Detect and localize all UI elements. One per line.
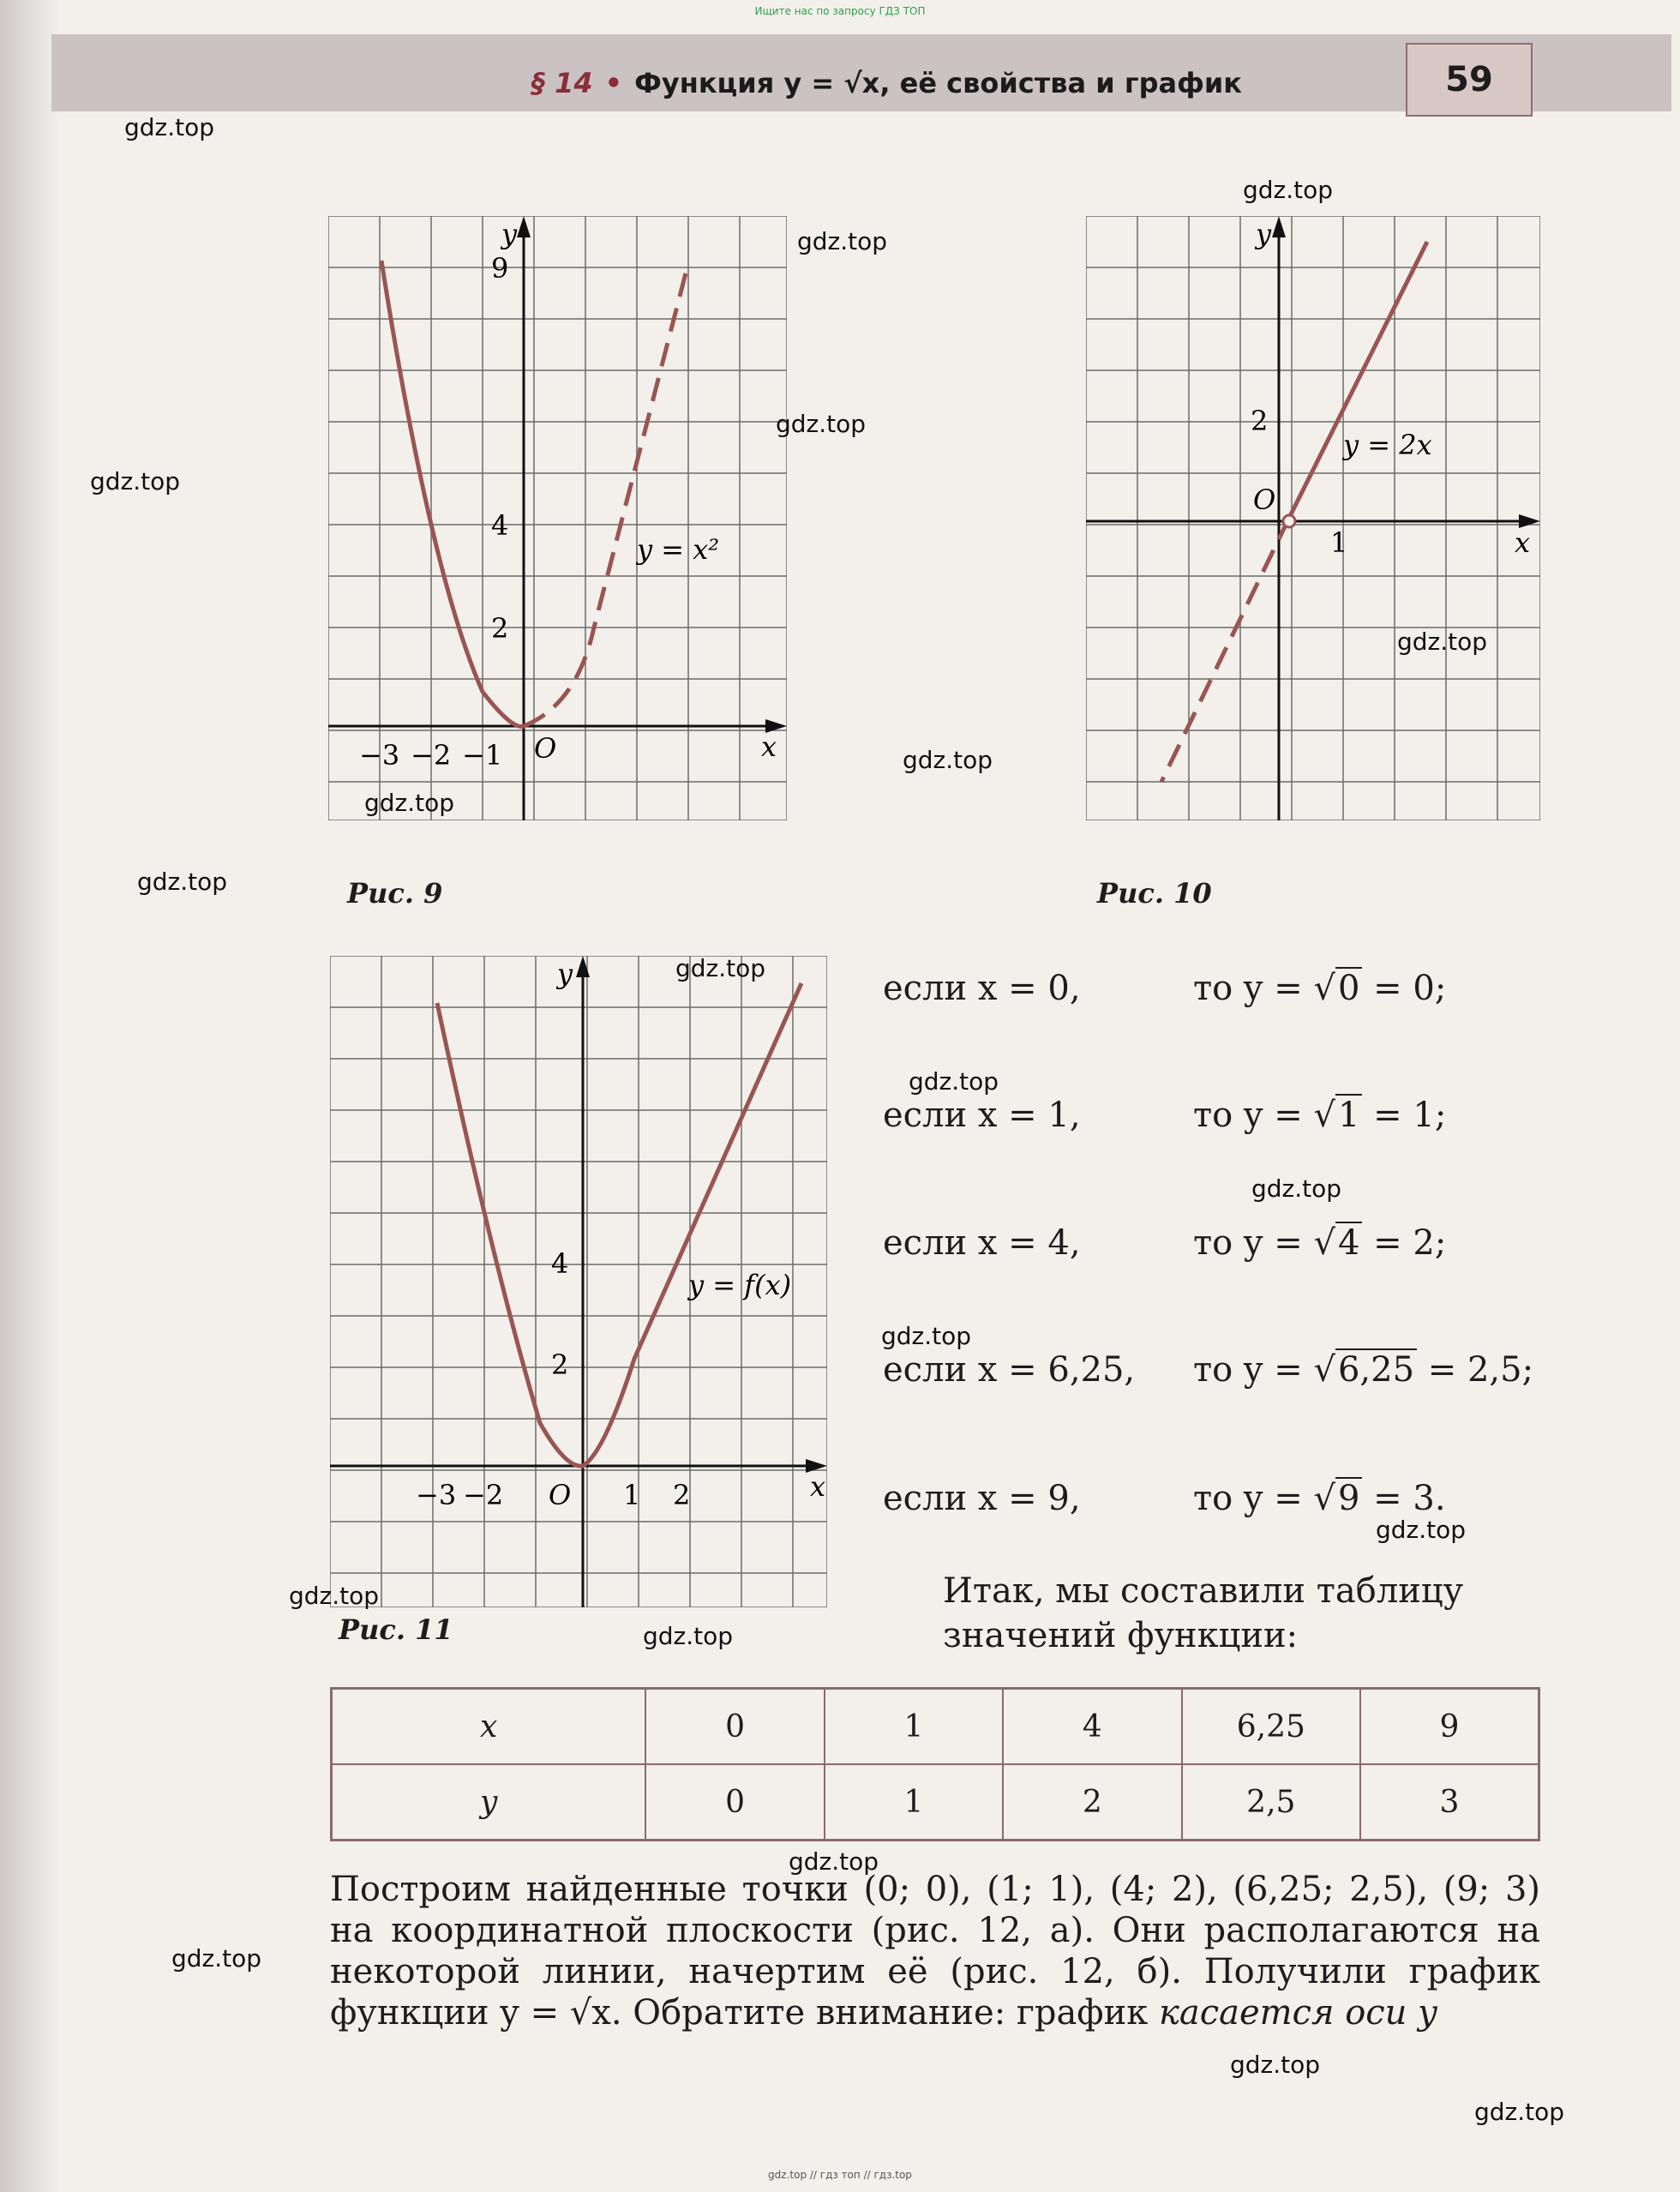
table-header-y: y (332, 1764, 646, 1841)
calc-radicand: 6,25 (1335, 1348, 1417, 1390)
fig11-curve-label: y = f(x) (688, 1269, 792, 1301)
watermark: gdz.top (364, 789, 455, 817)
table-row (332, 1689, 1539, 1765)
fig10-grid (1086, 216, 1540, 820)
table-cell: 0 (645, 1764, 824, 1841)
fig9-y-axis-label: y (501, 218, 518, 250)
bottom-links[interactable]: gdz.top // гдз топ // гдз.top (768, 2169, 912, 2181)
watermark: gdz.top (289, 1582, 380, 1610)
calc-row: если x = 9, то y = √9 = 3. (883, 1479, 1446, 1518)
table-row (332, 1764, 1539, 1841)
figure-11 (330, 956, 827, 1607)
table-cell: 3 (1360, 1764, 1539, 1841)
watermark: gdz.top (1397, 628, 1488, 656)
table-cell: 2 (1003, 1764, 1181, 1841)
watermark: gdz.top (1474, 2098, 1565, 2126)
fig9-solid-curve (381, 261, 524, 727)
calc-radicand: 0 (1335, 967, 1362, 1008)
calc-radicand: 4 (1335, 1222, 1362, 1263)
watermark: gdz.top (881, 1322, 972, 1350)
fig11-x-axis-label: x (810, 1470, 826, 1503)
calc-radicand: 1 (1335, 1094, 1362, 1135)
calc-value: = 3. (1373, 1479, 1446, 1518)
calc-result: то y = (1193, 1479, 1303, 1518)
watermark: gdz.top (1243, 176, 1334, 204)
fig9-tick-y-9: 9 (491, 252, 509, 285)
fig9-caption: Рис. 9 (347, 877, 443, 910)
calc-result: то y = (1193, 1223, 1303, 1263)
watermark: gdz.top (137, 868, 228, 896)
watermark: gdz.top (124, 113, 215, 141)
table-cell: 1 (825, 1764, 1003, 1841)
calc-row: если x = 4, то y = √4 = 2; (883, 1223, 1447, 1263)
watermark: gdz.top (909, 1067, 999, 1096)
fig9-tick-x-minus1: −1 (462, 739, 503, 772)
calc-condition: если x = 4, (883, 1223, 1081, 1263)
calc-condition: если x = 0, (883, 969, 1081, 1008)
fig10-curve-label: y = 2x (1343, 429, 1432, 461)
fig11-tick-y-2: 2 (551, 1348, 569, 1381)
page-number: 59 (1406, 43, 1533, 117)
fig10-caption: Рис. 10 (1097, 877, 1212, 910)
figure-9 (328, 216, 787, 820)
fig11-tick-x-2: 2 (673, 1479, 691, 1511)
watermark: gdz.top (675, 954, 766, 982)
fig9-grid (328, 216, 787, 820)
fig10-tick-y-2: 2 (1251, 405, 1269, 437)
table-cell: 1 (825, 1689, 1003, 1765)
calc-row: если x = 1, то y = √1 = 1; (883, 1096, 1447, 1135)
watermark: gdz.top (1376, 1516, 1467, 1544)
calc-condition: если x = 9, (883, 1479, 1081, 1518)
page-spine-shadow (0, 0, 60, 2192)
fig10-origin-label: O (1253, 483, 1276, 516)
fig9-dashed-curve (524, 263, 688, 726)
fig10-tick-x-1: 1 (1330, 526, 1348, 559)
calc-row: если x = 6,25, то y = √6,25 = 2,5; (883, 1350, 1534, 1390)
header-bullet: • (604, 67, 623, 99)
header-title (531, 67, 1242, 99)
calc-condition: если x = 6,25, (883, 1350, 1136, 1390)
paragraph-italic: касается оси y (1159, 1993, 1437, 2033)
values-table (330, 1687, 1540, 1841)
calc-result: то y = (1193, 969, 1303, 1008)
body-paragraph (330, 1869, 1540, 2033)
fig10-solid-line (1289, 242, 1427, 518)
calc-value: = 2; (1373, 1223, 1447, 1263)
fig9-tick-y-4: 4 (491, 509, 509, 542)
top-search-hint[interactable]: Ищите нас по запросу ГДЗ ТОП (754, 5, 926, 17)
table-intro: Итак, мы составили таблицу значений функции: (943, 1571, 1464, 1655)
fig10-dashed-line (1161, 518, 1289, 782)
fig10-y-axis-label: y (1256, 218, 1272, 250)
fig11-y-axis-label: y (557, 958, 573, 990)
table-cell: 0 (645, 1689, 824, 1765)
watermark: gdz.top (171, 1944, 262, 1973)
table-cell: 9 (1360, 1689, 1539, 1765)
fig9-tick-x-minus3: −3 (359, 739, 400, 772)
table-cell: 4 (1003, 1689, 1181, 1765)
calc-result: то y = (1193, 1096, 1303, 1135)
watermark: gdz.top (1230, 2051, 1321, 2079)
watermark: gdz.top (90, 467, 181, 495)
figure-10 (1086, 216, 1540, 820)
table-header-x: x (332, 1689, 646, 1765)
fig11-curve (437, 983, 801, 1466)
calc-value: = 2,5; (1427, 1350, 1534, 1390)
watermark: gdz.top (1251, 1174, 1342, 1203)
calc-condition: если x = 1, (883, 1096, 1081, 1135)
fig10-x-axis-label: x (1515, 526, 1531, 559)
fig11-origin-label: O (549, 1479, 572, 1511)
watermark: gdz.top (643, 1622, 734, 1650)
fig11-tick-x-1: 1 (623, 1479, 641, 1511)
fig11-tick-y-4: 4 (551, 1247, 569, 1280)
watermark: gdz.top (789, 1847, 879, 1876)
calc-value: = 1; (1373, 1096, 1447, 1135)
fig11-tick-x-minus2: −2 (463, 1479, 504, 1511)
watermark: gdz.top (776, 410, 867, 438)
watermark: gdz.top (903, 746, 993, 774)
calc-radicand: 9 (1335, 1477, 1362, 1518)
fig9-x-axis-label: x (761, 730, 777, 763)
section-number: § 14 (531, 67, 593, 99)
section-title: Функция y = √x, её свойства и график (634, 67, 1242, 99)
fig9-origin-label: O (534, 732, 557, 765)
fig11-caption: Рис. 11 (339, 1613, 453, 1646)
calc-row: если x = 0, то y = √0 = 0; (883, 969, 1447, 1008)
watermark: gdz.top (797, 227, 888, 255)
calc-value: = 0; (1373, 969, 1447, 1008)
table-cell: 6,25 (1182, 1689, 1360, 1765)
fig11-tick-x-minus3: −3 (416, 1479, 457, 1511)
fig9-tick-x-minus2: −2 (411, 739, 452, 772)
fig9-curve-label: y = x² (637, 533, 720, 566)
paragraph-text: Построим найденные точки (0; 0), (1; 1), (4; 2), (6,25; 2,5), (9; 3) на координатной плоскости (рис. 12, а). Они располагаются на некоторой линии, начертим её (рис. 12, б). Получили график функции y = √x. Обратите внимание: график (330, 1870, 1540, 2033)
table-cell: 2,5 (1182, 1764, 1360, 1841)
fig9-tick-y-2: 2 (491, 612, 509, 645)
fig10-hollow-point (1283, 515, 1295, 527)
calc-result: то y = (1193, 1350, 1303, 1390)
